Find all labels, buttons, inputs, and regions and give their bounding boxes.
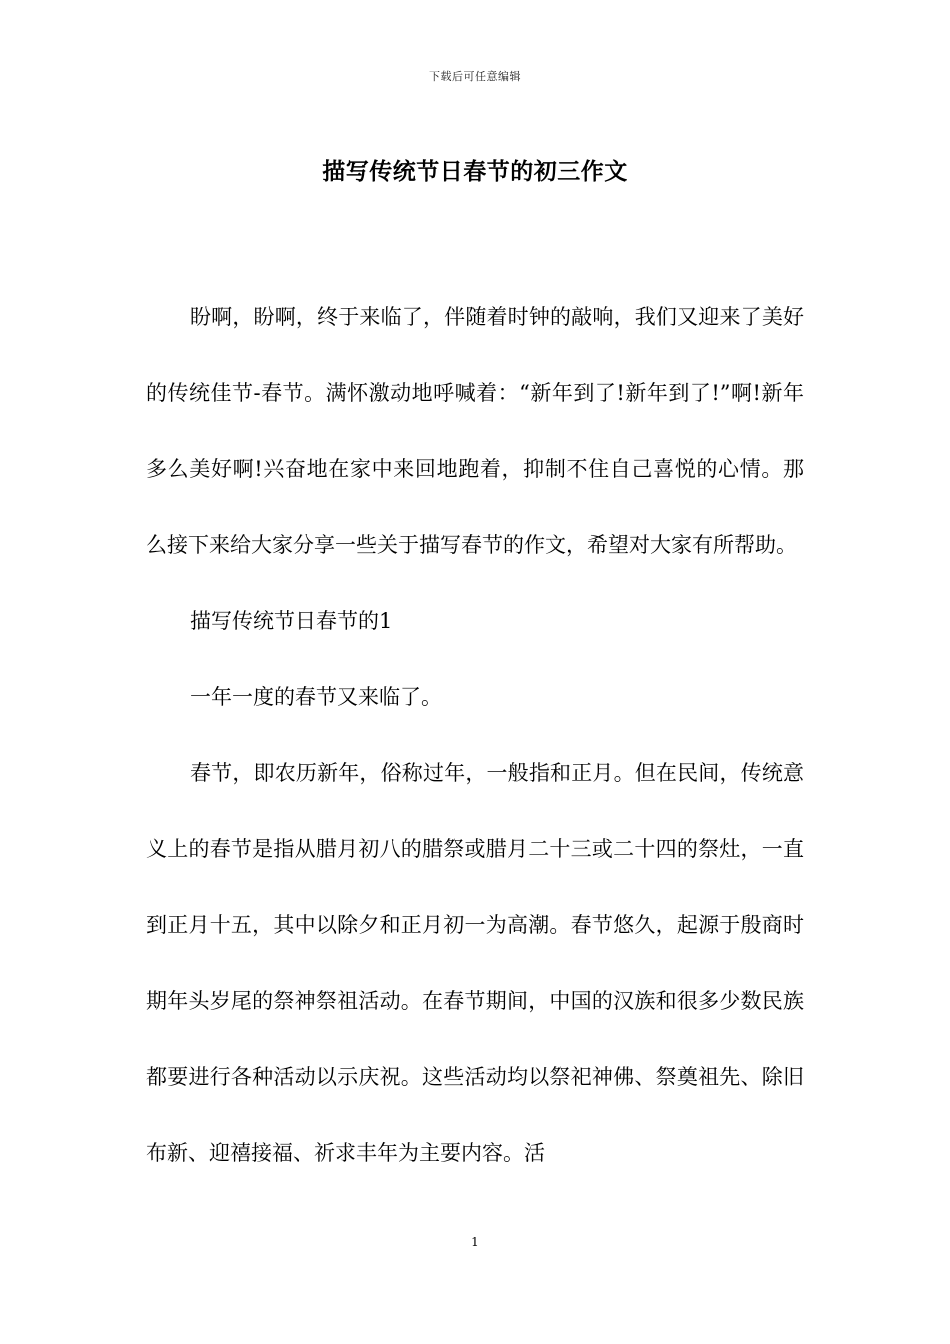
paragraph-opening: 一年一度的春节又来临了。 (190, 685, 442, 709)
document-body (146, 279, 804, 1191)
page-number: 1 (471, 1235, 479, 1249)
header-note: 下载后可任意编辑 (429, 70, 521, 83)
section-heading: 描写传统节日春节的1 (190, 609, 393, 633)
document-title: 描写传统节日春节的初三作文 (322, 158, 628, 185)
paragraph-spring-festival: 春节，即农历新年，俗称过年，一般指和正月。但在民间，传统意义上的春节是指从腊月初八的腊祭或腊月二十三或二十四的祭灶，一直到正月十五，其中以除夕和正月初一为高潮。春节悠久，起源于殷商时期年头岁尾的祭神祭祖活动。在春节期间，中国的汉族和很多少数民族都要进行各种活动以示庆祝。这些活动均以祭祀神佛、祭奠祖先、除旧布新、迎禧接福、祈求丰年为主要内容。活 (146, 761, 804, 1165)
paragraph-intro: 盼啊，盼啊，终于来临了，伴随着时钟的敲响，我们又迎来了美好的传统佳节-春节。满怀激动地呼喊着：“新年到了!新年到了!”啊!新年多么美好啊!兴奋地在家中来回地跑着，抑制不住自己喜悦的心情。那么接下来给大家分享一些关于描写春节的作文，希望对大家有所帮助。 (146, 305, 804, 557)
